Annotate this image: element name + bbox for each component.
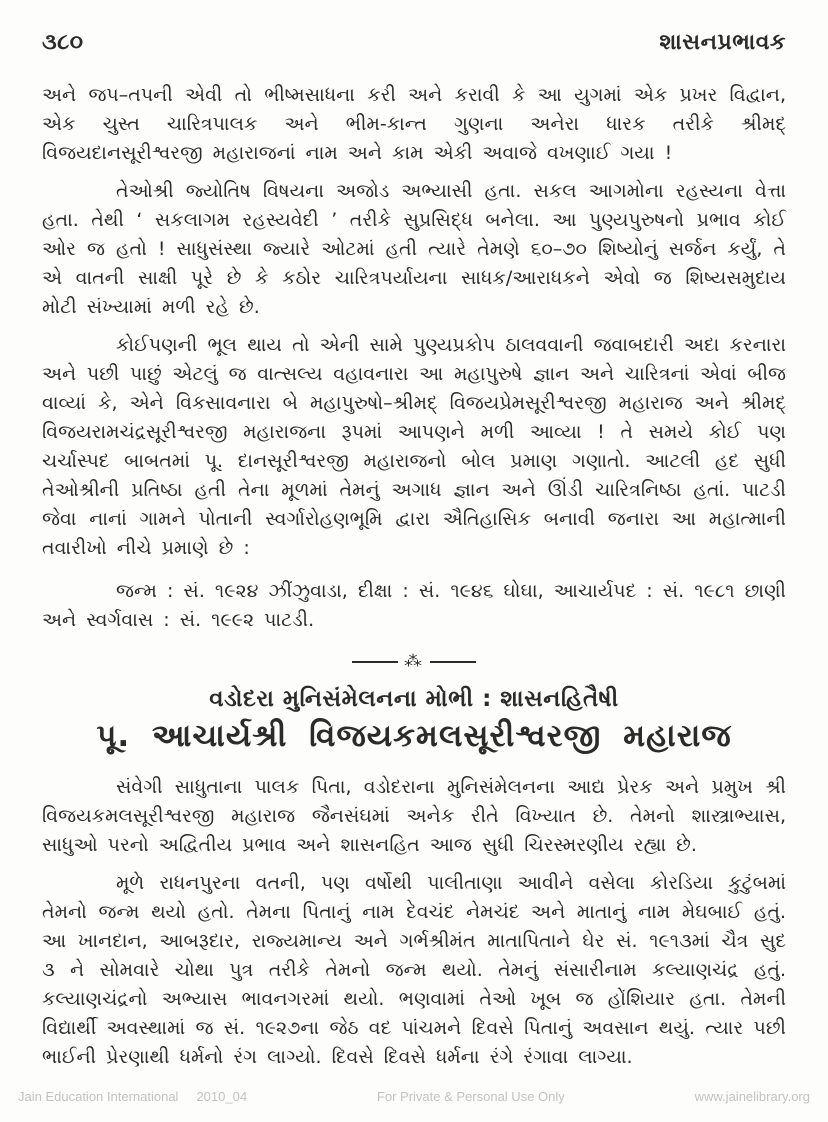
body-paragraph: કોઈપણની ભૂલ થાય તો એની સામે પુણ્યપ્રકોપ ઠાલવવાની જવાબદારી અદા કરનારા અને પછી પાછું એટલું જ વાત્સલ્ય વહાવનારા આ મહાપુરુષે જ્ઞાન અને ચારિત્રનાં એવાં બીજ વાવ્યાં કે, એને વિકસાવનારા બે મહાપુરુષો–શ્રીમદ્ વિજયપ્રેમસૂરીશ્વરજી મહારાજ અને શ્રીમદ્ વિજયરામચંદ્રસૂરીશ્વરજી મહારાજના રૂપમાં આપણને મળી આવ્યા ! તે સમયે કોઈ પણ ચર્ચાસ્પદ બાબતમાં પૂ. દાનસૂરીશ્વરજી મહારાજનો બોલ પ્રમાણ ગણાતો. આટલી હદ સુધી તેઓશ્રીની પ્રતિષ્ઠા હતી તેના મૂળમાં તેમનું અગાધ જ્ઞાન અને ઊંડી ચારિત્રનિષ્ઠા હતાં. પાટડી જેવા નાનાં ગામને પોતાની સ્વર્ગારોહણભૂમિ દ્વારા ઐતિહાસિક બનાવી જનારા આ મહાત્માની તવારીખો નીચે પ્રમાણે છે : (42, 334, 786, 559)
body-paragraph-continuation: અને જપ–તપની એવી તો ભીષ્મસાધના કરી અને કરાવી કે આ યુગમાં એક પ્રખર વિદ્વાન, એક ચુસ્ત ચારિત્રપાલક અને ભીમ-કાન્ત ગુણના અનેરા ધારક તરીકે શ્રીમદ્ વિજયદાનસૂરીશ્વરજી મહારાજનાં નામ અને કામ એકી અવાજે વખણાઈ ગયા ! (42, 84, 786, 164)
section-paragraph: સંવેગી સાધુતાના પાલક પિતા, વડોદરાના મુનિસંમેલનના આદ્ય પ્રેરક અને પ્રમુખ શ્રી વિજયકમલસૂરીશ્વરજી મહારાજ જૈનસંઘમાં અનેક રીતે વિખ્યાત છે. તેમનો શાસ્ત્રાભ્યાસ, સાધુઓ પરનો અદ્વિતીય પ્રભાવ અને શાસનહિત આજ સુધી ચિરસ્મરણીય રહ્યા છે. (42, 776, 786, 856)
footer-notice: For Private & Personal Use Only (376, 1089, 565, 1104)
section-divider (42, 651, 786, 672)
section-title: પૂ. આચાર્યશ્રી વિજયકમલસૂરીશ્વરજી મહારાજ (96, 718, 732, 754)
page-number: ૩૮૦ (42, 30, 84, 55)
section-paragraph: મૂળે રાધનપુરના વતની, પણ વર્ષોથી પાલીતાણા આવીને વસેલા કોરડિયા કુટુંબમાં તેમનો જન્મ થયો હતો. તેમના પિતાનું નામ દેવચંદ નેમચંદ અને માતાનું નામ મેઘબાઈ હતું. આ ખાનદાન, આબરૂદાર, રાજ્યમાન્ય અને ગર્ભશ્રીમંત માતાપિતાને ઘેર સં. ૧૯૧૩માં ચૈત્ર સુદ ૩ ને સોમવારે ચોથા પુત્ર તરીકે તેમનો જન્મ થયો. તેમનું સંસારીનામ કલ્યાણચંદ્ર હતું. કલ્યાણચંદ્રનો અભ્યાસ ભાવનગરમાં થયો. ભણવામાં તેઓ ખૂબ જ હોંશિયાર હતા. તેમની વિદ્યાર્થી અવસ્થામાં જ સં. ૧૯૨૭ના જેઠ વદ પાંચમને દિવસે પિતાનું અવસાન થયું. ત્યાર પછી ભાઈની પ્રેરણાથી ધર્મનો રંગ લાગ્યો. દિવસે દિવસે ધર્મના રંગે રંગાવા લાગ્યા. (42, 872, 786, 1068)
footer-left (18, 1089, 247, 1104)
divider-rule-left (352, 661, 398, 663)
scan-footer (0, 1089, 828, 1104)
section-subtitle: વડોદરા મુનિસંમેલનના મોભી : શાસનહિતૈષી (209, 686, 619, 712)
footer-organization: Jain Education International (18, 1089, 179, 1104)
dates-line: જન્મ : સં. ૧૯૨૪ ઝીંઝુવાડા, દીક્ષા : સં. ૧૯૪૬ ઘોઘા, આચાર્યપદ : સં. ૧૯૮૧ છાણી અને સ્વર્ગવાસ : સં. ૧૯૯૨ પાટડી. (42, 580, 786, 631)
body-paragraph: તેઓશ્રી જ્યોતિષ વિષયના અજોડ અભ્યાસી હતા. સકલ આગમોના રહસ્યના વેત્તા હતા. તેથી ‘ સકલાગમ રહસ્યવેદી ’ તરીકે સુપ્રસિદ્ધ બનેલા. આ પુણ્યપુરુષનો પ્રભાવ કોઈ ઓર જ હતો ! સાધુસંસ્થા જ્યારે ઓટમાં હતી ત્યારે તેમણે ૬૦–૭૦ શિષ્યોનું સર્જન કર્યું, તે એ વાતની સાક્ષી પૂરે છે કે કઠોર ચારિત્રપર્યાયના સાધક/આરાધકને એવો જ શિષ્યસમુદાય મોટી સંખ્યામાં મળી રહે છે. (42, 180, 786, 318)
running-header (42, 30, 786, 55)
running-header-title: શાસનપ્રભાવક (659, 30, 786, 55)
footer-website: www.jainelibrary.org (694, 1089, 810, 1104)
asterism-ornament-icon: ⁂ (404, 652, 424, 671)
divider-rule-right (430, 661, 476, 663)
footer-edition-code: 2010_04 (196, 1089, 248, 1104)
